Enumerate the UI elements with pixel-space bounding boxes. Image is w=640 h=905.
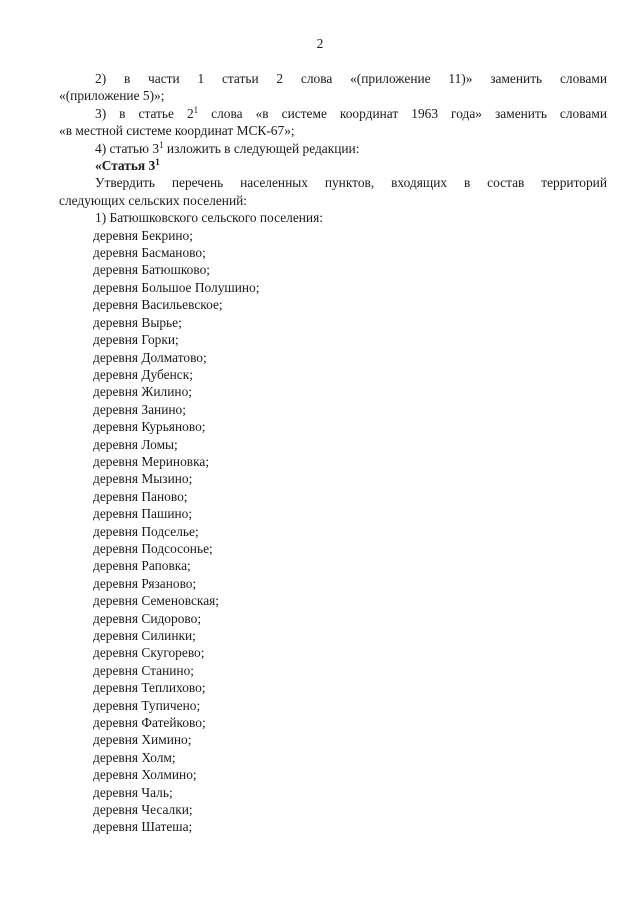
amendment-item-4 bbox=[59, 140, 607, 157]
amendment-item-2-line-2: «(приложение 5)»; bbox=[59, 88, 165, 104]
amendment-item-3-line-1 bbox=[59, 105, 607, 122]
village-list-item: деревня Рязаново; bbox=[93, 575, 197, 591]
village-list-item: деревня Сидорово; bbox=[93, 610, 202, 626]
village-list-item: деревня Семеновская; bbox=[93, 593, 220, 609]
village-list-item: деревня Вырье; bbox=[93, 314, 182, 330]
intro-line-2: следующих сельских поселений: bbox=[59, 192, 248, 208]
village-list-item: деревня Чаль; bbox=[93, 784, 173, 800]
article-title-sup: 1 bbox=[155, 157, 160, 168]
village-list-item: деревня Батюшково; bbox=[93, 262, 211, 278]
village-list-item: деревня Теплихово; bbox=[93, 680, 206, 696]
village-list-item: деревня Раповка; bbox=[93, 558, 191, 574]
village-list-item: деревня Васильевское; bbox=[93, 297, 223, 313]
amendment-item-3-sup: 1 bbox=[193, 104, 199, 115]
settlement-subheading: 1) Батюшковского сельского поселения: bbox=[95, 210, 323, 226]
village-list-item: деревня Подселье; bbox=[93, 523, 199, 539]
village-list-item: деревня Шатеша; bbox=[93, 819, 193, 835]
amendment-item-4-pre: 4) статью 3 bbox=[95, 140, 160, 156]
village-list bbox=[59, 227, 607, 836]
village-list-item: деревня Холмино; bbox=[93, 767, 197, 783]
village-list-item: деревня Ломы; bbox=[93, 436, 178, 452]
village-list-item: деревня Тупичено; bbox=[93, 697, 201, 713]
village-list-item: деревня Басманово; bbox=[93, 245, 206, 261]
village-list-item: деревня Фатейково; bbox=[93, 715, 206, 731]
page-number: 2 bbox=[316, 36, 324, 51]
village-list-item: деревня Пашино; bbox=[93, 506, 193, 522]
amendment-item-4-post: изложить в следующей редакции: bbox=[163, 140, 360, 156]
village-list-item: деревня Долматово; bbox=[93, 349, 207, 365]
amendment-item-4-sup: 1 bbox=[159, 139, 164, 150]
village-list-item: деревня Скугорево; bbox=[93, 645, 205, 661]
village-list-item: деревня Большое Полушино; bbox=[93, 279, 260, 295]
amendment-item-3-line-2: «в местной системе координат МСК-67»; bbox=[59, 123, 295, 139]
document-body bbox=[59, 70, 607, 836]
village-list-item: деревня Паново; bbox=[93, 488, 188, 504]
amendment-item-3-pre: 3) в статье 2 bbox=[95, 105, 194, 121]
village-list-item: деревня Бекрино; bbox=[93, 227, 193, 243]
village-list-item: деревня Горки; bbox=[93, 332, 179, 348]
amendment-item-3-post: слова «в системе координат 1963 года» заменить словами bbox=[198, 105, 607, 121]
village-list-item: деревня Занино; bbox=[93, 401, 186, 417]
intro-line-1: Утвердить перечень населенных пунктов, входящих в состав территорий bbox=[95, 175, 607, 191]
article-heading bbox=[59, 157, 607, 174]
amendment-item-2-line-1: 2) в части 1 статьи 2 слова «(приложение 11)» заменить словами bbox=[95, 71, 607, 86]
village-list-item: деревня Курьяново; bbox=[93, 419, 206, 435]
village-list-item: деревня Холм; bbox=[93, 749, 176, 765]
village-list-item: деревня Станино; bbox=[93, 662, 195, 678]
village-list-item: деревня Силинки; bbox=[93, 628, 196, 643]
village-list-item: деревня Химино; bbox=[93, 732, 192, 748]
village-list-item: деревня Жилино; bbox=[93, 384, 192, 400]
article-title: «Статья 3 bbox=[95, 158, 156, 174]
village-list-item: деревня Чесалки; bbox=[93, 802, 193, 818]
village-list-item: деревня Подсосонье; bbox=[93, 540, 213, 556]
village-list-item: деревня Дубенск; bbox=[93, 366, 193, 382]
village-list-item: деревня Мериновка; bbox=[93, 453, 210, 469]
village-list-item: деревня Мызино; bbox=[93, 471, 193, 487]
